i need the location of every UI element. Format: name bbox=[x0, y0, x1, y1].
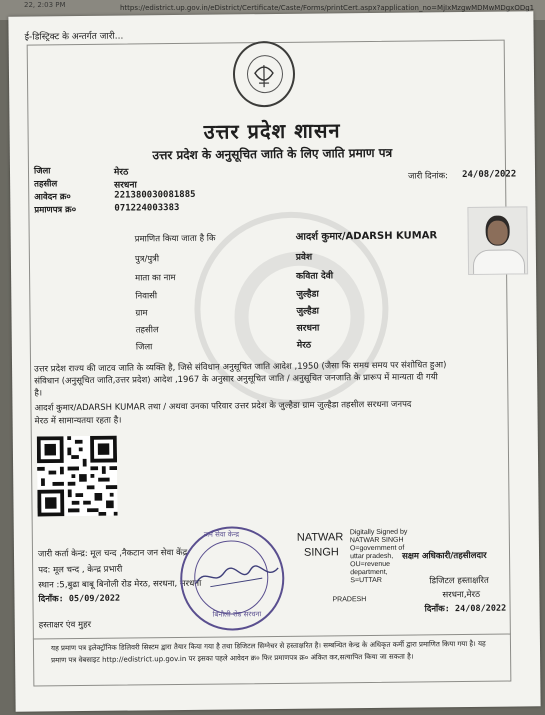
detail-label: पुत्र/पुत्री bbox=[134, 254, 160, 265]
authority-title: सक्षम अधिकारी/तहसीलदार bbox=[401, 550, 487, 562]
village-value: जुल्हैडा bbox=[296, 306, 320, 317]
dsign-line: O=government of bbox=[349, 544, 405, 553]
detail-label: माता का नाम bbox=[135, 273, 176, 284]
applicant-name: आदर्श कुमार/ADARSH KUMAR bbox=[295, 230, 438, 243]
emblem-icon bbox=[235, 43, 294, 106]
signer-name-line2: SINGH bbox=[303, 546, 339, 559]
certificate-text-line: उत्तर प्रदेश राज्य की जाटव जाति के व्यक्ति है, जिसे संविधान अनुसूचित जाति आदेश ,1950 (जैसा कि समय समय पर संशोधित हुआ) bbox=[34, 360, 447, 375]
stamp-top-text: जन सेवा केन्द्र bbox=[203, 530, 240, 539]
detail-label: ग्राम bbox=[135, 308, 148, 319]
district-label: जिला bbox=[33, 166, 51, 177]
authority-sign: डिजिटल हस्ताक्षरित bbox=[429, 575, 489, 587]
handwritten-signature bbox=[192, 562, 282, 591]
detail-label: जिला bbox=[135, 342, 153, 353]
issue-date-value: 24/08/2022 bbox=[462, 169, 517, 181]
signer-name-line1: NATWAR bbox=[296, 531, 344, 544]
print-time: 22, 2:03 PM bbox=[24, 1, 66, 9]
issuing-center: जारी कर्ता केन्द्र: मूल चन्द ,नैकटान जन सेवा केंद्र bbox=[37, 547, 188, 560]
detail-label: तहसील bbox=[135, 325, 159, 336]
tehsil-value: सरधना bbox=[114, 180, 137, 191]
issuer-post: पद: मूल चन्द , केन्द्र प्रभारी bbox=[38, 564, 123, 576]
dsign-line: OU=revenue bbox=[350, 560, 391, 569]
certificate-paper bbox=[8, 11, 540, 711]
govt-title: उत्तर प्रदेश शासन bbox=[203, 118, 341, 144]
resident-value: जुल्हैडा bbox=[296, 289, 319, 300]
footer-line: प्रमाण पत्र वेबसाइट http://edistrict.up.gov.in पर इसका पहले आवेदन क्र० फिर प्रमाणपत्र क्र० अंकित कर,सत्यापित किया जा सकता है। bbox=[51, 652, 414, 665]
footer-line: यह प्रमाण पत्र इलेक्ट्रॉनिक डिलिवरी सिस्टम द्वारा तैयार किया गया है तथा डिजिटल सिग्नेचर से हस्ताक्षरित है। सम्बन्धित केन्द्र के अधिकृत कर्मी द्वारा प्रमाणित किया गया है। यह bbox=[50, 639, 486, 653]
dsign-line: S=UTTAR bbox=[350, 576, 382, 585]
certificate-no-value: 071224003383 bbox=[114, 202, 180, 214]
mother-name: कविता देवी bbox=[296, 271, 334, 282]
issuer-date: दिनाँक: 05/09/2022 bbox=[38, 593, 121, 605]
dsign-line: department, bbox=[350, 568, 388, 577]
applicant-photo bbox=[467, 206, 528, 275]
certificate-text-line: संविधान (अनुसूचित जाति,उत्तर प्रदेश) आदेश ,1967 के अनुसार अनुसूचित जाति / अनुसूचित जनजाति के प्रारूप में मान्यता दी गयी bbox=[34, 372, 438, 387]
dsign-line: uttar pradesh, bbox=[350, 552, 394, 561]
application-label: आवेदन क्र० bbox=[34, 192, 71, 203]
district-value: मेरठ bbox=[113, 167, 129, 178]
dsign-line: NATWAR SINGH bbox=[349, 536, 404, 545]
up-govt-emblem bbox=[233, 41, 296, 108]
authority-place: सरधना,मेरठ bbox=[442, 589, 481, 601]
qr-code-icon bbox=[37, 436, 118, 517]
certificate-text-line: है। bbox=[34, 388, 43, 399]
dsign-line: Digitally Signed by bbox=[349, 528, 408, 537]
application-value: 221380030081885 bbox=[114, 189, 196, 201]
issue-date-label: जारी दिनांक: bbox=[408, 171, 449, 182]
authority-date: दिनाँक: 24/08/2022 bbox=[424, 603, 507, 615]
seal-label: हस्ताक्षर एंव मुहर bbox=[38, 619, 92, 631]
edistrict-note: ई-डिस्ट्रिक्ट के अन्तर्गत जारी... bbox=[24, 31, 124, 43]
district-detail-value: मेरठ bbox=[296, 340, 312, 351]
father-name: प्रवेश bbox=[295, 252, 313, 263]
detail-label: निवासी bbox=[135, 291, 158, 302]
issuer-place: स्थान :5,बुढा बाबू बिनोली रोड मेरठ, सरधना, सरधना bbox=[38, 578, 202, 591]
print-url: https://edistrict.up.gov.in/eDistrict/Certificate/Caste/Forms/printCert.aspx?application_no=MjIxMzgwMDMwMDgxODg1 bbox=[120, 4, 535, 12]
tehsil-detail-value: सरधना bbox=[296, 323, 320, 334]
tehsil-label: तहसील bbox=[34, 179, 58, 190]
stamp-bottom-text: बिनौली रोड सरधना bbox=[212, 610, 262, 619]
certificate-subtitle: उत्तर प्रदेश के अनुसूचित जाति के लिए जाति प्रमाण पत्र bbox=[152, 145, 393, 163]
dsign-line: PRADESH bbox=[332, 596, 367, 604]
detail-label: प्रमाणित किया जाता है कि bbox=[134, 233, 216, 245]
certificate-text-line: मेरठ में सामान्यतया रहता है। bbox=[34, 415, 122, 427]
certificate-text-line: आदर्श कुमार/ADARSH KUMAR तथा / अथवा उनका परिवार उत्तर प्रदेश के जुल्हैडा ग्राम जुल्हैडा तहसील सरधना जनपद bbox=[34, 399, 412, 414]
certificate-no-label: प्रमाणपत्र क्र० bbox=[34, 205, 77, 216]
